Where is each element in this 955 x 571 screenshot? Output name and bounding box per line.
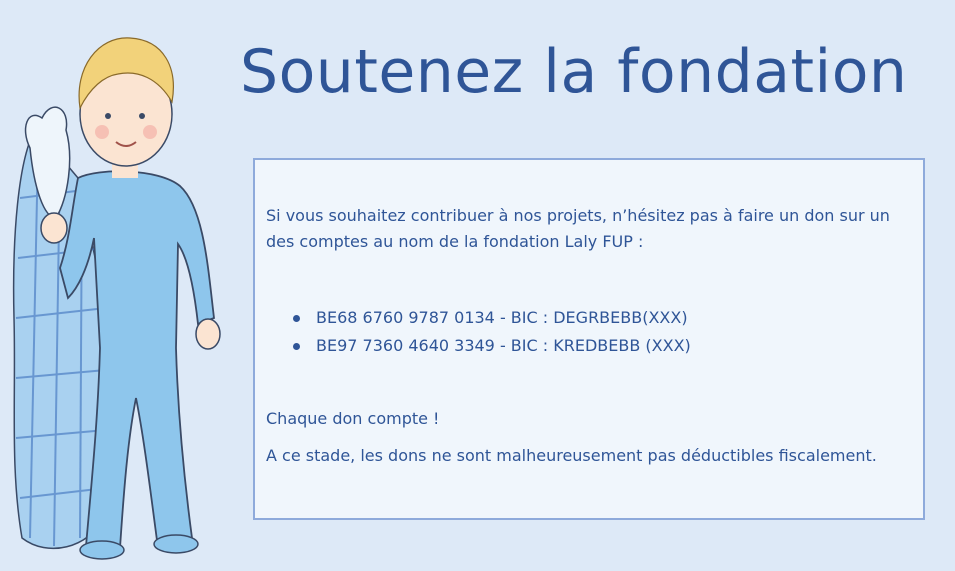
page-title: Soutenez la fondation <box>240 37 908 107</box>
left-hand <box>41 213 67 243</box>
right-hand <box>196 319 220 349</box>
bank-account-text: BE97 7360 4640 3349 - BIC : KREDBEBB (XXX) <box>316 336 691 355</box>
donation-info-box <box>253 158 925 520</box>
child-with-blanket-illustration <box>8 18 238 566</box>
bank-account-item <box>266 332 906 360</box>
bank-account-item <box>266 304 906 332</box>
closing-message: Chaque don compte ! <box>266 409 440 428</box>
donation-intro-text: Si vous souhaitez contribuer à nos projets, n’hésitez pas à faire un don sur un des comptes au nom de la fondation Laly FUP : <box>266 206 890 251</box>
bank-account-text: BE68 6760 9787 0134 - BIC : DEGRBEBB(XXX) <box>316 308 688 327</box>
left-foot <box>80 541 124 559</box>
bullet-icon <box>293 315 300 322</box>
bullet-icon <box>293 343 300 350</box>
bank-account-list <box>266 304 906 360</box>
right-foot <box>154 535 198 553</box>
tax-disclaimer: A ce stade, les dons ne sont malheureusement pas déductibles fiscalement. <box>266 446 877 465</box>
